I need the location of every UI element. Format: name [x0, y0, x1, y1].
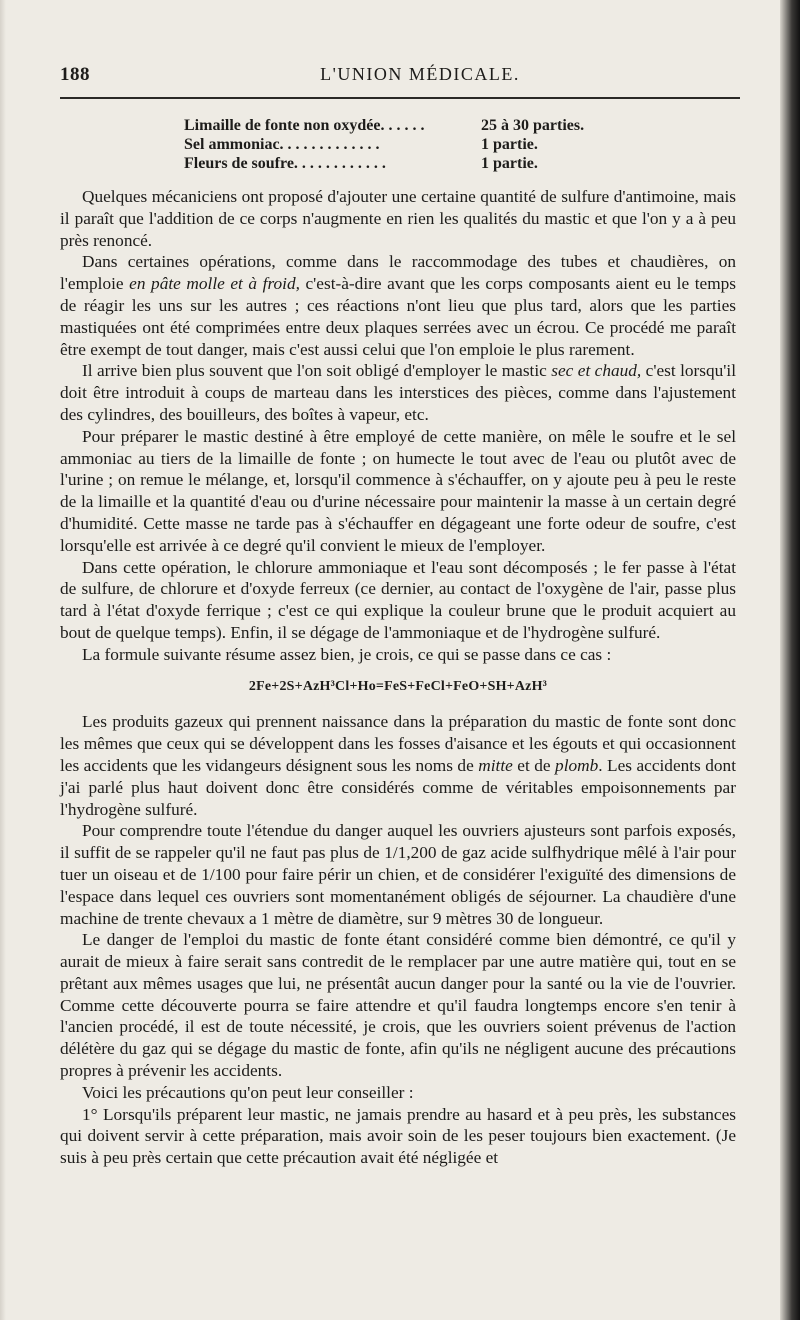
paragraph: [60, 1104, 736, 1169]
recipe-amount: 25 à 30 parties.: [481, 117, 585, 134]
text-run: c'est lorsqu'il doit être introduit à coups de marteau dans les interstices des pièces, comme dans l'ajustement des cylindres, des bouilleurs, des boîtes à vapeur, etc.: [60, 361, 737, 424]
italic-text: plomb: [555, 755, 599, 775]
text-run: Les produits gazeux qui prennent naissance dans la préparation du mastic de fonte sont donc les mêmes que ceux qui se développent dans les fosses d'aisance et les égouts et qui occasionnent les accidents que les vidangeurs désignent sous les noms de: [60, 712, 736, 775]
book-gutter-shadow: [780, 0, 800, 1320]
recipe-ingredient: Limaille de fonte non oxydée. . . . . .: [184, 117, 425, 134]
article-body: [60, 186, 736, 1169]
recipe-ingredient: Sel ammoniac. . . . . . . . . . . . .: [184, 136, 380, 153]
paragraph: [60, 820, 736, 929]
text-run: Voici les précautions qu'on peut leur conseiller :: [82, 1082, 414, 1102]
paragraph: [60, 186, 736, 251]
text-run: Le danger de l'emploi du mastic de fonte étant considéré comme bien démontré, ce qu'il y aurait de mieux à faire serait sans contredit de le remplacer par une autre matière qui, tout en se prêtant aux mêmes usages que lui, ne présentât aucun danger pour la santé ou la vie de l'ouvrier. Comme cette découverte pourra se faire attendre et qu'il faudra longtemps encore s'en tenir à l'ancien procédé, il est de toute nécessité, je crois, que les ouvriers soient prévenus de l'action délétère du gaz qui se dégage du mastic de fonte, afin qu'ils ne négligent aucune des précautions propres à prévenir les accidents.: [60, 930, 736, 1081]
text-run: 1° Lorsqu'ils préparent leur mastic, ne jamais prendre au hasard et à peu près, les substances qui doivent servir à cette préparation, mais avoir soin de les peser toujours bien exactement. (Je suis à peu près certain que cette précaution avait été négligée et: [60, 1104, 736, 1168]
text-run: . Les accidents dont j'ai parlé plus haut doivent donc être considérés comme de véritables empoisonnements par l'hydrogène sulfuré.: [60, 755, 736, 819]
recipe-amount: 1 partie.: [481, 155, 538, 172]
text-run: et de: [512, 755, 556, 775]
paragraph: [60, 644, 736, 666]
recipe-row: [184, 154, 604, 173]
recipe-table: [184, 116, 604, 173]
paragraph: [60, 360, 736, 425]
page-left-edge: [0, 0, 6, 1320]
text-run: Pour comprendre toute l'étendue du danger auquel les ouvriers ajusteurs sont parfois exposés, il suffit de se rappeler qu'il ne faut pas plus de 1/1,200 de gaz acide sulfhydrique mêlé à l'air pour tuer un oiseau et de 1/100 pour faire périr un chien, et de considérer l'exiguïté des dimensions de l'espace dans lequel ces ouvriers sont momentanément obligés de séjourner. La chaudière d'une machine de trente chevaux a 1 mètre de diamètre, sur 9 mètres 30 de longueur.: [60, 821, 736, 928]
recipe-ingredient: Fleurs de soufre. . . . . . . . . . . .: [184, 155, 386, 172]
recipe-amount: 1 partie.: [481, 136, 538, 153]
recipe-row: [184, 135, 604, 154]
chemical-formula: [60, 676, 736, 698]
text-run: 2Fe+2S+AzH³Cl+Ho=FeS+FeCl+FeO+SH+AzH³: [248, 678, 548, 694]
header-rule: [60, 97, 740, 99]
paragraph: [60, 426, 736, 557]
paragraph: [60, 1082, 736, 1104]
italic-text: mitte: [478, 755, 513, 775]
text-run: Pour préparer le mastic destiné à être employé de cette manière, on mêle le soufre et le sel ammoniac au tiers de la limaille de fonte ; on humecte le tout avec de l'eau ou plutôt avec de l'urine ; on remue le mélange, et, lorsqu'il commence à s'échauffer, on y ajoute peu à peu le reste de la limaille et la quantité d'eau ou d'urine nécessaire pour maintenir la masse à un certain degré d'humidité. Cette masse ne tarde pas à s'échauffer en dégageant une forte odeur de soufre, c'est lorsqu'elle est arrivée à ce degré qu'il convient le mieux de l'employer.: [60, 426, 736, 555]
text-run: c'est-à-dire avant que les corps composants aient eu le temps de réagir les uns sur les autres ; ces réactions n'ont lieu que plus tard, alors que les parties mastiquées ont été comprimées entre deux plaques serrées avec un écrou. Ce procédé me paraît être exempt de tout danger, mais c'est aussi celui que l'on emploie le plus rarement.: [60, 274, 737, 359]
text-run: La formule suivante résume assez bien, je crois, ce qui se passe dans ce cas :: [82, 644, 612, 664]
paragraph: [60, 251, 736, 360]
text-run: Quelques mécaniciens ont proposé d'ajouter une certaine quantité de sulfure d'antimoine, mais il paraît que l'addition de ce corps n'augmente en rien les qualités du mastic et que l'on y a à peu près renoncé.: [60, 187, 736, 250]
italic-text: en pâte molle et à froid,: [129, 274, 300, 294]
text-run: Dans certaines opérations, comme dans le raccommodage des tubes et chaudières, on l'emploie: [60, 252, 736, 294]
page-number: 188: [60, 64, 90, 85]
text-run: Dans cette opération, le chlorure ammoniaque et l'eau sont décomposés ; le fer passe à l'état de sulfure, de chlorure et d'oxyde ferreux (ce dernier, au contact de l'oxygène de l'air, passe plus tard à l'état d'oxyde ferrique ; c'est ce qui explique la couleur brune que le produit acquiert au bout de quelque temps). Enfin, il se dégage de l'ammoniaque et de l'hydrogène sulfuré.: [60, 557, 736, 642]
paragraph: [60, 557, 736, 644]
recipe-row: [184, 116, 604, 135]
paragraph: [60, 929, 736, 1082]
text-run: Il arrive bien plus souvent que l'on soit obligé d'employer le mastic: [82, 361, 552, 381]
running-title: L'UNION MÉDICALE.: [320, 64, 520, 84]
italic-text: sec et chaud,: [551, 361, 642, 381]
paragraph: [60, 711, 736, 820]
page-header: [60, 60, 740, 90]
